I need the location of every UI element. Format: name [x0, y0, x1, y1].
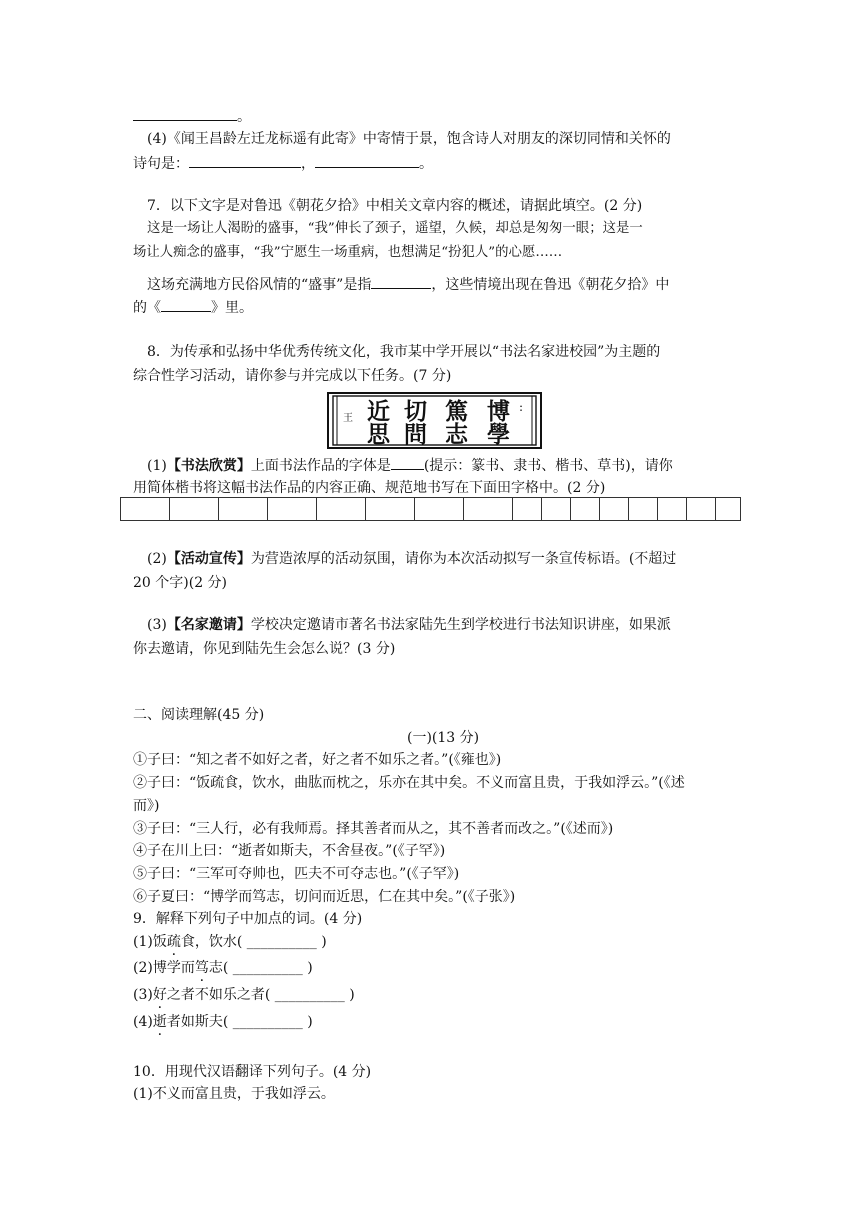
- grid-cell[interactable]: [629, 498, 658, 520]
- calligraphy-char: 篤: [445, 398, 468, 425]
- question-7-title: 7．以下文字是对鲁迅《朝花夕拾》中相关文章内容的概述，请据此填空。(2 分): [147, 198, 643, 214]
- answer-line-end: [133, 106, 251, 127]
- grid-cell[interactable]: [121, 498, 170, 520]
- answer-blank: [133, 106, 237, 121]
- text: 志( __________ ): [208, 960, 313, 976]
- answer-blank: [371, 274, 431, 289]
- text: (3): [133, 987, 153, 1003]
- question-8-2-line-2: 20 个字)(2 分): [133, 575, 228, 591]
- grid-cell[interactable]: [219, 498, 268, 520]
- question-8-1-line-1: [147, 455, 673, 476]
- text: (2): [147, 551, 167, 567]
- grid-cell[interactable]: [716, 498, 745, 520]
- calligraphy-char: 思: [367, 421, 390, 448]
- text: 之者不如乐之者( __________ ): [166, 987, 355, 1003]
- question-9-2: [133, 958, 313, 978]
- grid-cell[interactable]: [600, 498, 629, 520]
- question-8-line-2: 综合性学习活动，请你参与并完成以下任务。(7 分): [133, 368, 452, 384]
- text: (3): [147, 617, 167, 633]
- text: 诗句是：: [133, 156, 189, 172]
- classic-text-3: ③子曰：“三人行，必有我师焉。择其善者而从之，其不善者而改之。”(《述而》): [133, 821, 614, 837]
- classic-text-1: ①子曰：“知之者不如好之者，好之者不如乐之者。”(《雍也》): [133, 752, 502, 768]
- text: 》里。: [211, 300, 253, 316]
- answer-blank: [391, 455, 424, 470]
- question-8-2-line-1: [147, 549, 676, 569]
- calligraphy-char: 志: [445, 421, 468, 448]
- grid-cell[interactable]: [170, 498, 219, 520]
- question-10-title: 10．用现代汉语翻译下列句子。(4 分): [133, 1064, 372, 1080]
- text: ，: [301, 156, 315, 172]
- classic-text-6: ⑥子夏曰：“博学而笃志，切问而近思，仁在其中矣。”(《子张》): [133, 889, 516, 905]
- question-9-4: [133, 1012, 313, 1032]
- writing-grid[interactable]: [120, 497, 741, 521]
- classic-text-2: ②子曰：“饭疏食，饮水，曲肱而枕之，乐亦在其中矣。不义而富且贵，于我如浮云。”(《述: [133, 775, 685, 791]
- classic-text-4: ④子在川上曰：“逝者如斯夫，不舍昼夜。”(《子罕》): [133, 843, 446, 859]
- grid-cell[interactable]: [513, 498, 542, 520]
- text: 者如斯夫( __________ ): [166, 1014, 313, 1030]
- calligraphy-char: 學: [487, 421, 510, 448]
- grid-cell[interactable]: [317, 498, 366, 520]
- question-7-quote-2: 场让人痴念的盛事，“我”宁愿生一场重病，也想满足“扮犯人”的心愿……: [133, 245, 563, 260]
- classic-text-5: ⑤子曰：“三军可夺帅也，匹夫不可夺志也。”(《子罕》): [133, 866, 460, 882]
- dotted-character: 笃: [194, 960, 209, 976]
- calligraphy-artwork: [327, 391, 542, 450]
- text: 。: [419, 156, 433, 172]
- question-4-line-2: [133, 153, 433, 174]
- answer-blank: [315, 153, 419, 168]
- grid-cell[interactable]: [464, 498, 513, 520]
- question-10-1: (1)不义而富且贵，于我如浮云。: [133, 1086, 335, 1102]
- question-8-line-1: 8．为传承和弘扬中华优秀传统文化，我市某中学开展以“书法名家进校园”为主题的: [147, 344, 661, 360]
- grid-cell[interactable]: [268, 498, 317, 520]
- text: ，这些情境出现在鲁迅《朝花夕拾》中: [431, 277, 670, 293]
- dotted-character: 好: [152, 987, 167, 1003]
- grid-cell[interactable]: [542, 498, 571, 520]
- question-8-1-line-2: 用简体楷书将这幅书法作品的内容正确、规范地书写在下面田字格中。(2 分): [133, 480, 606, 496]
- question-9-title: 9．解释下列句子中加点的词。(4 分): [133, 911, 363, 927]
- grid-cell[interactable]: [366, 498, 415, 520]
- question-8-3-line-1: [147, 615, 671, 635]
- text: 这场充满地方民俗风情的“盛事”是指: [147, 277, 372, 293]
- grid-cell[interactable]: [571, 498, 600, 520]
- answer-blank: [161, 297, 211, 312]
- calligraphy-mark: :: [519, 400, 524, 414]
- grid-cell[interactable]: [687, 498, 716, 520]
- question-7-quote-1: 这是一场让人渴盼的盛事，“我”伸长了颈子，遥望，久候，却总是匆匆一眼；这是一: [147, 221, 643, 236]
- dotted-character: 逝: [152, 1014, 167, 1030]
- text: (提示：篆书、隶书、楷书、草书)，请你: [423, 458, 673, 474]
- text: 学校决定邀请市著名书法家陆先生到学校进行书法知识讲座，如果派: [250, 617, 671, 633]
- classic-text-2-cont: 而》): [133, 798, 160, 814]
- dotted-character: 疏: [166, 934, 181, 950]
- text: 为营造浓厚的活动氛围，请你为本次活动拟写一条宣传标语。(不超过: [250, 551, 677, 567]
- text: (4): [133, 1014, 153, 1030]
- question-7-fill-2: [133, 297, 253, 318]
- task-tag: 【名家邀请】: [166, 617, 251, 633]
- question-9-1: [133, 932, 327, 952]
- text: 的《: [133, 300, 161, 316]
- question-7-fill-1: [147, 274, 669, 295]
- text: (1): [147, 458, 167, 474]
- text: (1)饭: [133, 934, 167, 950]
- grid-cell[interactable]: [415, 498, 464, 520]
- question-4-line-1: (4)《闻王昌龄左迁龙标遥有此寄》中寄情于景，饱含诗人对朋友的深切同情和关怀的: [147, 131, 671, 147]
- task-tag: 【书法欣赏】: [166, 458, 251, 474]
- grid-cell[interactable]: [658, 498, 687, 520]
- section-2-heading: 二、阅读理解(45 分): [133, 707, 265, 723]
- text: 食，饮水( __________ ): [180, 934, 327, 950]
- subsection-heading: (一)(13 分): [407, 730, 480, 746]
- text: (2)博学而: [133, 960, 195, 976]
- question-9-3: [133, 985, 355, 1005]
- calligraphy-char: 問: [404, 421, 427, 448]
- text: 。: [237, 109, 251, 125]
- question-8-3-line-2: 你去邀请，你见到陆先生会怎么说？(3 分): [133, 641, 396, 657]
- task-tag: 【活动宣传】: [166, 551, 251, 567]
- answer-blank: [189, 153, 301, 168]
- text: 上面书法作品的字体是: [250, 458, 391, 474]
- calligraphy-char: 切: [404, 398, 427, 425]
- calligraphy-char: 近: [367, 398, 390, 425]
- calligraphy-seal: 王: [343, 413, 353, 424]
- calligraphy-char: 博: [487, 398, 510, 425]
